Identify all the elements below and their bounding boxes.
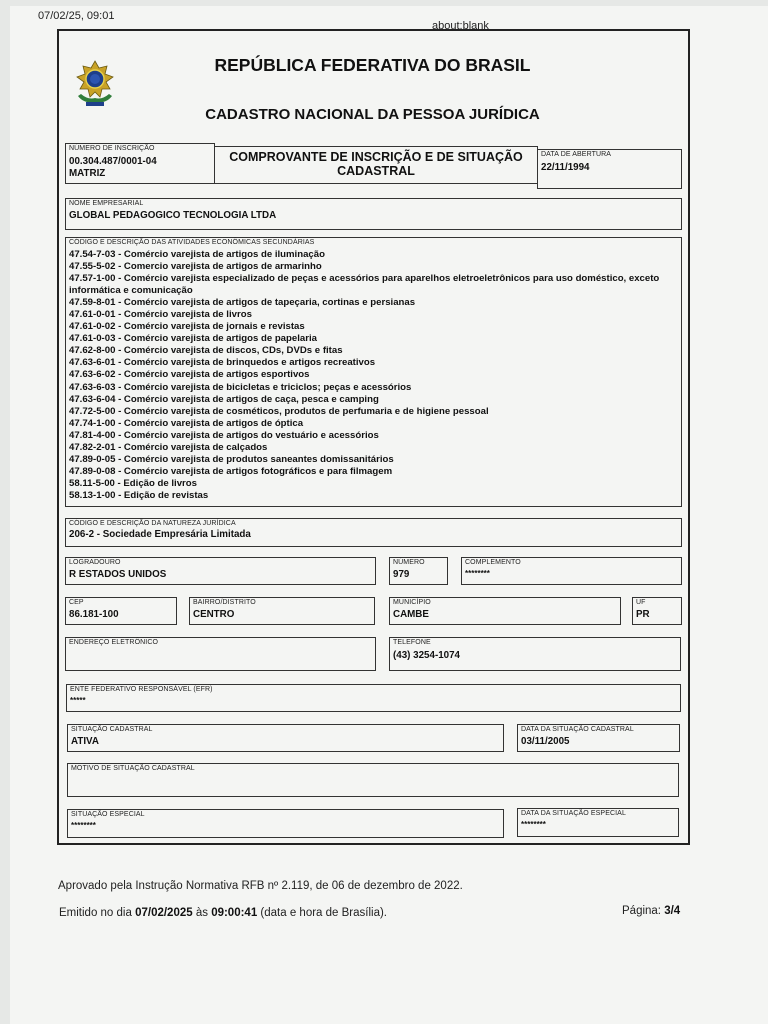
telefone-box [389, 637, 681, 671]
inscricao-box [65, 143, 215, 184]
comprovante-line1: COMPROVANTE DE INSCRIÇÃO E DE SITUAÇÃO [229, 150, 523, 164]
numero-value: 979 [393, 569, 410, 580]
uf-label: UF [636, 599, 646, 606]
atividade-item: 47.61-0-03 - Comércio varejista de artigos de papelaria [69, 333, 317, 345]
atividade-item: 47.57-1-00 - Comércio varejista especializado de peças e acessórios para aparelhos eletroeletrônicos para uso doméstico, exceto informática e comunicação [69, 273, 660, 297]
nome-box [65, 198, 682, 230]
situacao-label: SITUAÇÃO CADASTRAL [71, 726, 153, 733]
logradouro-box [65, 557, 376, 585]
page-subtitle: CADASTRO NACIONAL DA PESSOA JURÍDICA [205, 106, 540, 123]
bairro-box [189, 597, 375, 625]
atividade-item: 47.81-4-00 - Comércio varejista de artigos do vestuário e acessórios [69, 429, 379, 441]
situacao-box [67, 724, 504, 752]
uf-box [632, 597, 682, 625]
data-situacao-label: DATA DA SITUAÇÃO CADASTRAL [521, 726, 634, 733]
natureza-label: CÓDIGO E DESCRIÇÃO DA NATUREZA JURÍDICA [69, 520, 236, 527]
complemento-value: ******** [465, 569, 490, 578]
atividade-item: 47.63-6-02 - Comércio varejista de artigos esportivos [69, 369, 310, 381]
municipio-box [389, 597, 621, 625]
page-title: REPÚBLICA FEDERATIVA DO BRASIL [214, 55, 531, 75]
coat-of-arms-icon [72, 58, 118, 110]
cep-value: 86.181-100 [69, 609, 119, 620]
efr-label: ENTE FEDERATIVO RESPONSÁVEL (EFR) [70, 686, 213, 693]
situacao-especial-value: ******** [71, 821, 96, 830]
atividade-item: 47.89-0-08 - Comércio varejista de artigos fotográficos e para filmagem [69, 465, 393, 477]
uf-value: PR [636, 609, 650, 620]
situacao-value: ATIVA [71, 736, 99, 747]
municipio-value: CAMBE [393, 609, 429, 620]
email-box [65, 637, 376, 671]
logradouro-label: LOGRADOURO [69, 559, 121, 566]
efr-value: ***** [70, 696, 86, 705]
atividades-label: CÓDIGO E DESCRIÇÃO DAS ATIVIDADES ECONÔMICAS SECUNDÁRIAS [69, 239, 315, 246]
situacao-especial-box [67, 809, 504, 838]
abertura-value: 22/11/1994 [541, 162, 590, 173]
comprovante-box [214, 146, 538, 184]
inscricao-label: NÚMERO DE INSCRIÇÃO [69, 145, 155, 152]
natureza-box [65, 518, 682, 547]
print-url: about:blank [432, 20, 489, 32]
atividade-item: 47.61-0-01 - Comércio varejista de livros [69, 309, 252, 321]
pagina-value: 3/4 [664, 905, 681, 917]
data-situacao-value: 03/11/2005 [521, 736, 570, 747]
inscricao-tipo: MATRIZ [69, 168, 106, 179]
data-situacao-box [517, 724, 680, 752]
telefone-value: (43) 3254-1074 [393, 650, 460, 661]
efr-box [66, 684, 681, 712]
situacao-especial-label: SITUAÇÃO ESPECIAL [71, 811, 145, 818]
municipio-label: MUNICÍPIO [393, 599, 431, 606]
numero-label: NÚMERO [393, 559, 425, 566]
atividade-item: 47.62-8-00 - Comércio varejista de discos, CDs, DVDs e fitas [69, 345, 343, 357]
nome-value: GLOBAL PEDAGOGICO TECNOLOGIA LTDA [69, 210, 277, 221]
cep-box [65, 597, 177, 625]
bairro-label: BAIRRO/DISTRITO [193, 599, 256, 606]
abertura-box [537, 149, 682, 189]
atividades-box [65, 237, 682, 507]
pagina-label: Página: [622, 905, 665, 917]
abertura-label: DATA DE ABERTURA [541, 151, 612, 158]
atividade-item: 47.55-5-02 - Comercio varejista de artigos de armarinho [69, 261, 322, 273]
emitido-suffix: (data e hora de Brasília). [257, 907, 387, 919]
footer-emitido [59, 907, 387, 919]
atividade-item: 47.59-8-01 - Comércio varejista de artigos de tapeçaria, cortinas e persianas [69, 297, 416, 309]
footer-pagina [622, 905, 680, 917]
data-especial-label: DATA DA SITUAÇÃO ESPECIAL [521, 810, 626, 817]
footer-aprovado: Aprovado pela Instrução Normativa RFB nº 2.119, de 06 de dezembro de 2022. [58, 880, 463, 892]
atividade-item: 47.72-5-00 - Comércio varejista de cosméticos, produtos de perfumaria e de higiene pessoal [69, 405, 489, 417]
atividade-item: 47.82-2-01 - Comércio varejista de calçados [69, 441, 268, 453]
complemento-label: COMPLEMENTO [465, 559, 521, 566]
emitido-hora: 09:00:41 [211, 907, 258, 919]
emitido-prefix: Emitido no dia [59, 907, 136, 919]
atividade-item: 58.11-5-00 - Edição de livros [69, 477, 197, 489]
atividade-item: 47.63-6-03 - Comércio varejista de bicicletas e triciclos; peças e acessórios [69, 381, 412, 393]
cep-label: CEP [69, 599, 84, 606]
motivo-box [67, 763, 679, 797]
atividade-item: 47.61-0-02 - Comércio varejista de jornais e revistas [69, 321, 305, 333]
nome-label: NOME EMPRESARIAL [69, 200, 144, 207]
atividade-item: 47.74-1-00 - Comércio varejista de artigos de óptica [69, 417, 304, 429]
logradouro-value: R ESTADOS UNIDOS [69, 569, 167, 580]
print-datetime: 07/02/25, 09:01 [38, 10, 115, 22]
atividade-item: 47.63-6-01 - Comércio varejista de brinquedos e artigos recreativos [69, 357, 376, 369]
atividade-item: 58.13-1-00 - Edição de revistas [69, 489, 209, 501]
motivo-label: MOTIVO DE SITUAÇÃO CADASTRAL [71, 765, 195, 772]
atividades-list [69, 249, 677, 502]
inscricao-numero: 00.304.487/0001-04 [69, 156, 157, 167]
bairro-value: CENTRO [193, 609, 235, 620]
numero-box [389, 557, 448, 585]
natureza-value: 206-2 - Sociedade Empresária Limitada [69, 529, 251, 540]
comprovante-line2: CADASTRAL [337, 164, 415, 178]
complemento-box [461, 557, 682, 585]
emitido-as: às [192, 907, 212, 919]
data-especial-box [517, 808, 679, 837]
data-especial-value: ******** [521, 820, 546, 829]
emitido-data: 07/02/2025 [135, 907, 193, 919]
email-label: ENDEREÇO ELETRÔNICO [69, 639, 159, 646]
atividade-item: 47.54-7-03 - Comércio varejista de artigos de iluminação [69, 249, 325, 260]
atividade-item: 47.89-0-05 - Comércio varejista de produtos saneantes domissanitários [69, 453, 394, 465]
telefone-label: TELEFONE [393, 639, 431, 646]
atividade-item: 47.63-6-04 - Comércio varejista de artigos de caça, pesca e camping [69, 393, 379, 405]
